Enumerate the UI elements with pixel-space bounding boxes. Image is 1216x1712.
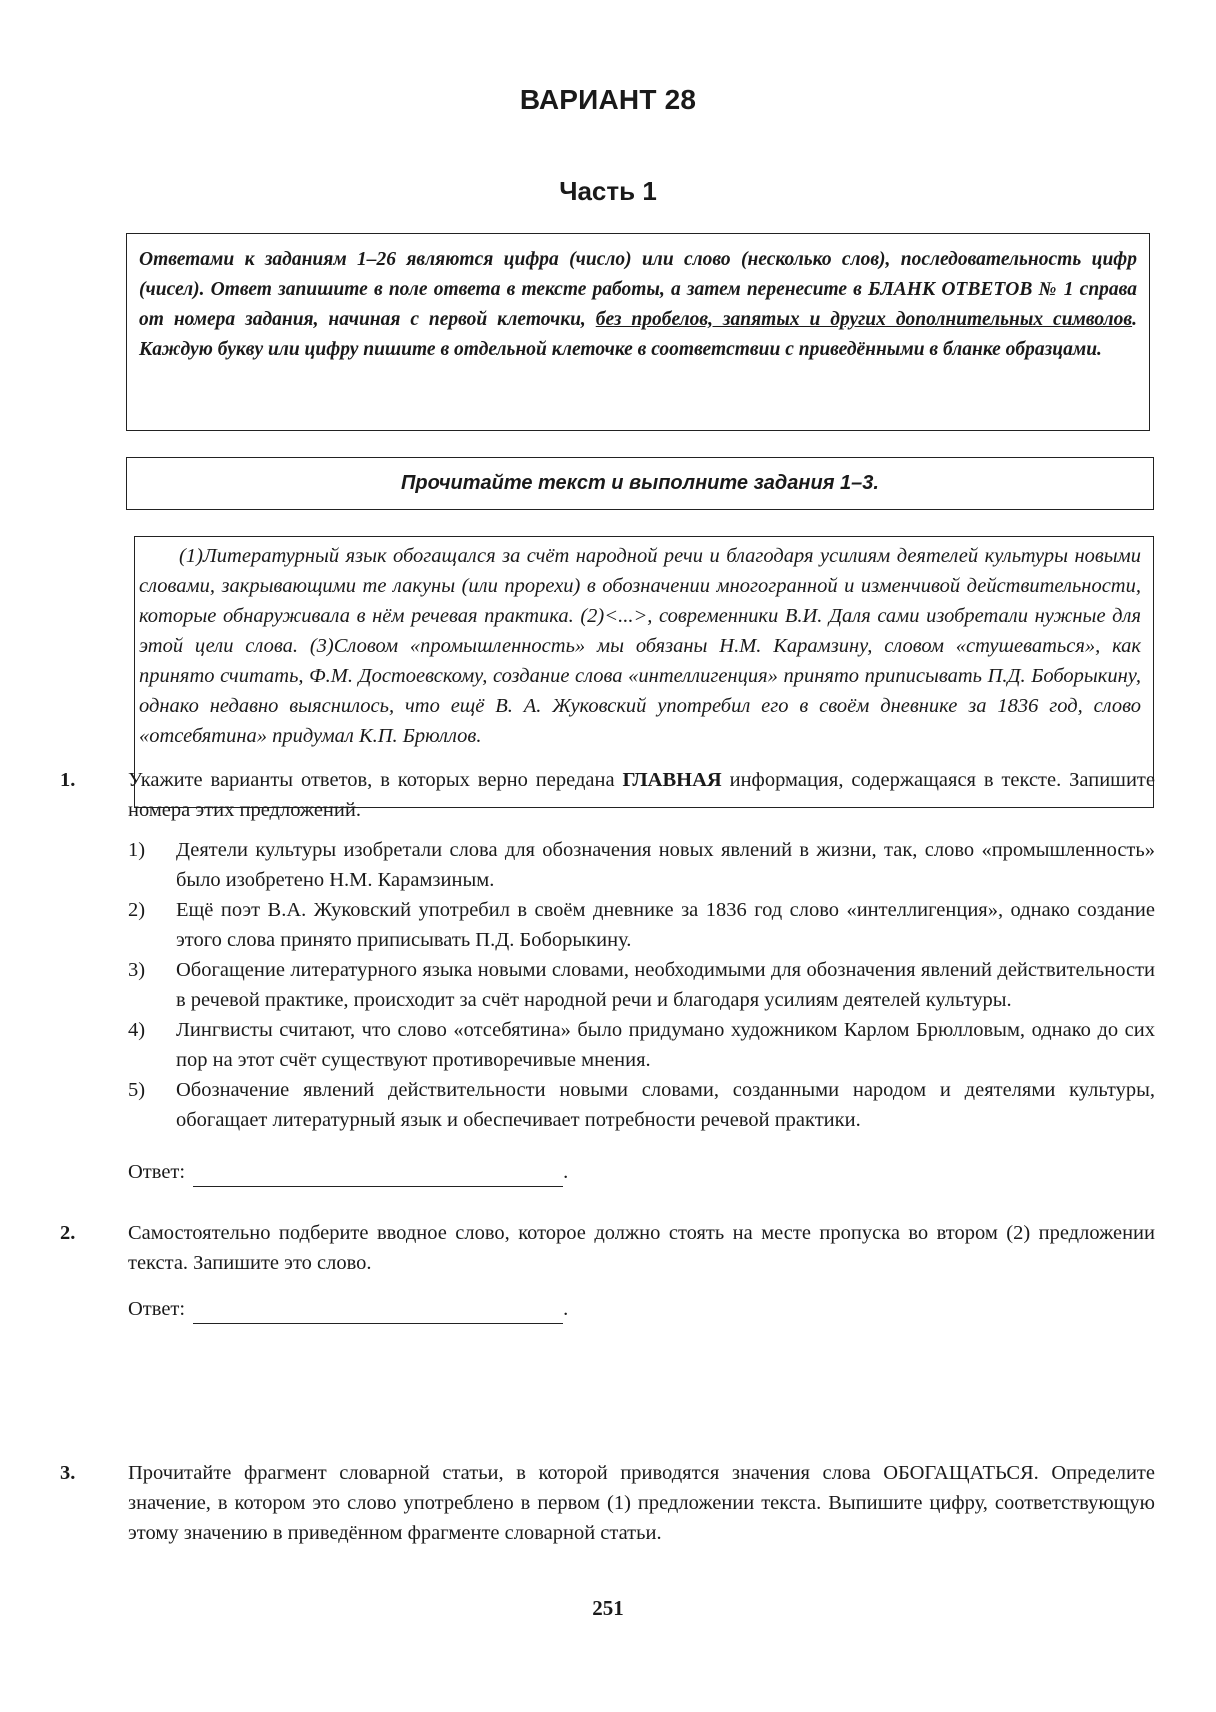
option-text: Обозначение явлений действительности новыми словами, созданными народом и деятелями культуры, обогащает литературный язык и обеспечивает потребности речевой практики. <box>176 1079 1155 1131</box>
task-1-options <box>128 835 1155 1135</box>
option-text: Лингвисты считают, что слово «отсебятина» было придумано художником Карлом Брюлловым, однако до сих пор на этот счёт существуют противоречивые мнения. <box>176 1019 1155 1071</box>
option-text: Обогащение литературного языка новыми словами, необходимыми для обозначения явлений действительности в речевой практике, происходит за счёт народной речи и благодаря усилиям деятелей культуры. <box>176 959 1155 1011</box>
task-2 <box>60 1218 1155 1324</box>
answer-field[interactable] <box>193 1162 563 1187</box>
answer-end: . <box>563 1161 569 1183</box>
task-1-option <box>128 1015 1155 1075</box>
option-text: Деятели культуры изобретали слова для обозначения новых явлений в жизни, так, слово «промышленность» было изобретено Н.М. Карамзиным. <box>176 839 1155 891</box>
task-2-answer <box>128 1294 1155 1324</box>
option-number: 1) <box>128 839 146 861</box>
variant-title: ВАРИАНТ 28 <box>519 84 697 115</box>
task-3 <box>60 1458 1155 1548</box>
task-1-number: 1. <box>60 769 76 791</box>
instruction-text-2: . Каждую букву или цифру пишите в отдельной клеточке в соответствии с приведёнными в бланке образцами. <box>139 309 1137 360</box>
instruction-text-1: Ответами к заданиям 1–26 являются цифра (число) или слово (несколько слов), последовательность цифр (чисел). Ответ запишите в поле ответа в тексте работы, а затем перенесите в БЛАНК ОТВЕТОВ № 1 справа от номера задания, начиная с первой клеточки, <box>139 249 1137 330</box>
task-1-option <box>128 895 1155 955</box>
option-text: Ещё поэт В.А. Жуковский употребил в своём дневнике за 1836 год слово «интеллигенция», однако создание этого слова принято приписывать П.Д. Боборыкину. <box>176 899 1155 951</box>
read-prompt-box <box>126 457 1154 510</box>
instruction-box <box>126 233 1150 431</box>
task-3-number: 3. <box>60 1462 76 1484</box>
task-3-question: Прочитайте фрагмент словарной статьи, в которой приводятся значения слова ОБОГАЩАТЬСЯ. Определите значение, в котором это слово употреблено в первом (1) предложении текста. Выпишите цифру, соответствующую этому значению в приведённом фрагменте словарной статьи. <box>128 1462 1155 1544</box>
answer-label: Ответ: <box>128 1161 186 1183</box>
option-number: 5) <box>128 1079 146 1101</box>
page-number: 251 <box>592 1596 624 1620</box>
task-1-question-text-1: Укажите варианты ответов, в которых верно передана <box>128 769 623 791</box>
answer-label: Ответ: <box>128 1298 186 1320</box>
instruction-underlined: без пробелов, запятых и других дополнительных символов <box>595 309 1133 330</box>
task-1 <box>60 765 1155 1187</box>
passage-text: (1)Литературный язык обогащался за счёт народной речи и благодаря усилиям деятелей культуры новыми словами, закрывающими те лакуны (или прорехи) в обозначении многогранной и изменчивой действительности, которые обнаруживала в нём речевая практика. (2)<...>, современники В.И. Даля сами изобретали нужные для этой цели слова. (3)Словом «промышленность» мы обязаны Н.М. Карамзину, словом «стушеваться», как принято считать, Ф.М. Достоевскому, создание слова «интеллигенция» принято приписывать П.Д. Боборыкину, однако недавно выяснилось, что ещё В. А. Жуковский употребил его в своём дневнике за 1836 год, слово «отсебятина» придумал К.П. Брюллов. <box>139 545 1141 747</box>
task-1-option <box>128 1075 1155 1135</box>
task-1-option <box>128 955 1155 1015</box>
task-1-answer <box>128 1157 1155 1187</box>
task-1-question-bold: ГЛАВНАЯ <box>622 769 722 791</box>
option-number: 2) <box>128 899 146 921</box>
option-number: 4) <box>128 1019 146 1041</box>
task-1-question-text-2: информация, содержащаяся в тексте. Запишите номера этих предложений. <box>128 769 1155 821</box>
answer-end: . <box>563 1298 569 1320</box>
task-2-number: 2. <box>60 1222 76 1244</box>
task-1-question <box>128 765 1155 825</box>
read-prompt: Прочитайте текст и выполните задания 1–3. <box>401 472 879 494</box>
option-number: 3) <box>128 959 146 981</box>
task-1-option <box>128 835 1155 895</box>
part-title: Часть 1 <box>559 176 657 206</box>
task-2-question: Самостоятельно подберите вводное слово, которое должно стоять на месте пропуска во втором (2) предложении текста. Запишите это слово. <box>128 1222 1155 1274</box>
answer-field[interactable] <box>193 1299 563 1324</box>
